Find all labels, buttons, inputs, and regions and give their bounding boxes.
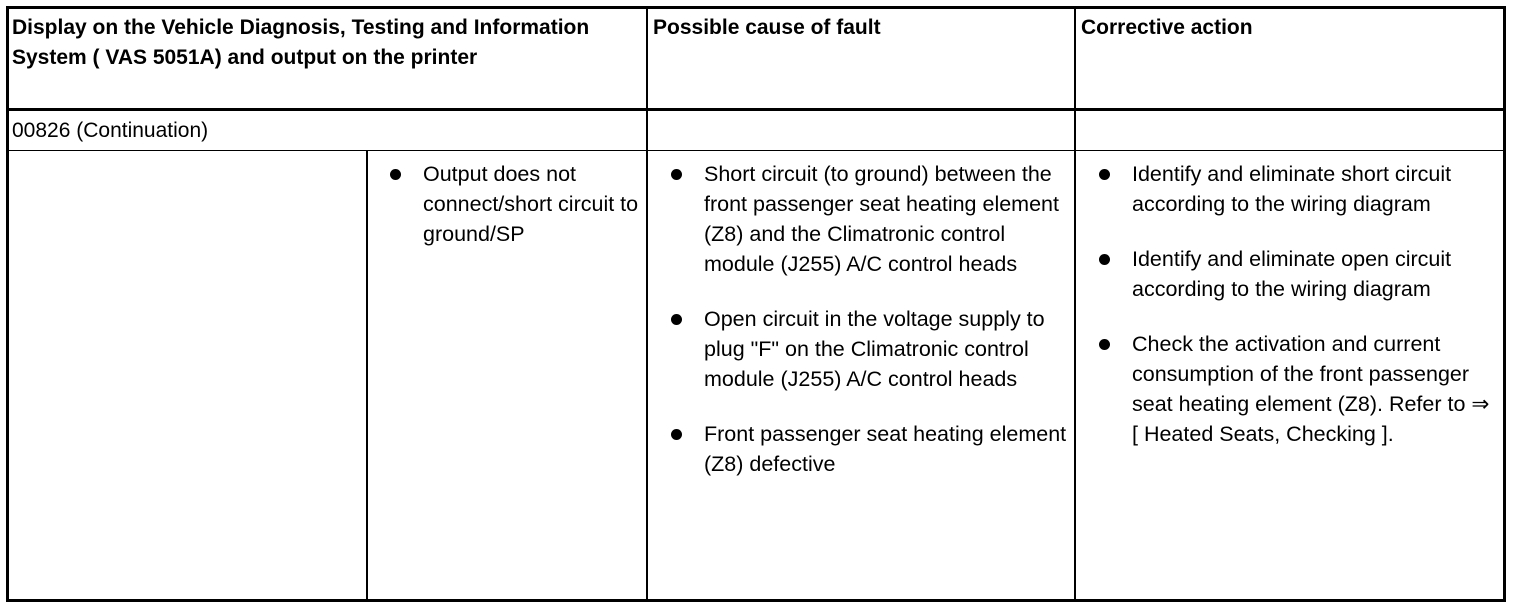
column-divider bbox=[366, 150, 368, 599]
list-item: Identify and eliminate open circuit according to the wiring diagram bbox=[1096, 244, 1496, 304]
column-divider bbox=[646, 9, 648, 599]
header-display-on-tester: Display on the Vehicle Diagnosis, Testing and Information System ( VAS 5051A) and output on the printer bbox=[12, 16, 590, 69]
header-corrective-action: Corrective action bbox=[1081, 16, 1253, 39]
row-divider bbox=[9, 108, 1503, 111]
corrective-actions-list bbox=[1096, 159, 1496, 474]
fault-code-label: 00826 (Continuation) bbox=[12, 119, 209, 142]
possible-causes-list bbox=[668, 159, 1073, 504]
list-item: Identify and eliminate short circuit according to the wiring diagram bbox=[1096, 159, 1496, 219]
list-item: Front passenger seat heating element (Z8) defective bbox=[668, 419, 1073, 479]
list-item: Short circuit (to ground) between the front passenger seat heating element (Z8) and the Climatronic control module (J255) A/C control heads bbox=[668, 159, 1073, 279]
fault-table bbox=[6, 6, 1506, 602]
list-item: Open circuit in the voltage supply to plug "F" on the Climatronic control module (J255) A/C control heads bbox=[668, 304, 1073, 394]
list-item: Check the activation and current consumption of the front passenger seat heating element (Z8). Refer to ⇒ [ Heated Seats, Checking ]. bbox=[1096, 329, 1496, 449]
header-possible-cause: Possible cause of fault bbox=[653, 16, 881, 39]
list-item: Output does not connect/short circuit to ground/SP bbox=[387, 159, 649, 249]
row-divider bbox=[9, 150, 1503, 151]
output-list bbox=[387, 159, 649, 274]
column-divider bbox=[1074, 9, 1076, 599]
